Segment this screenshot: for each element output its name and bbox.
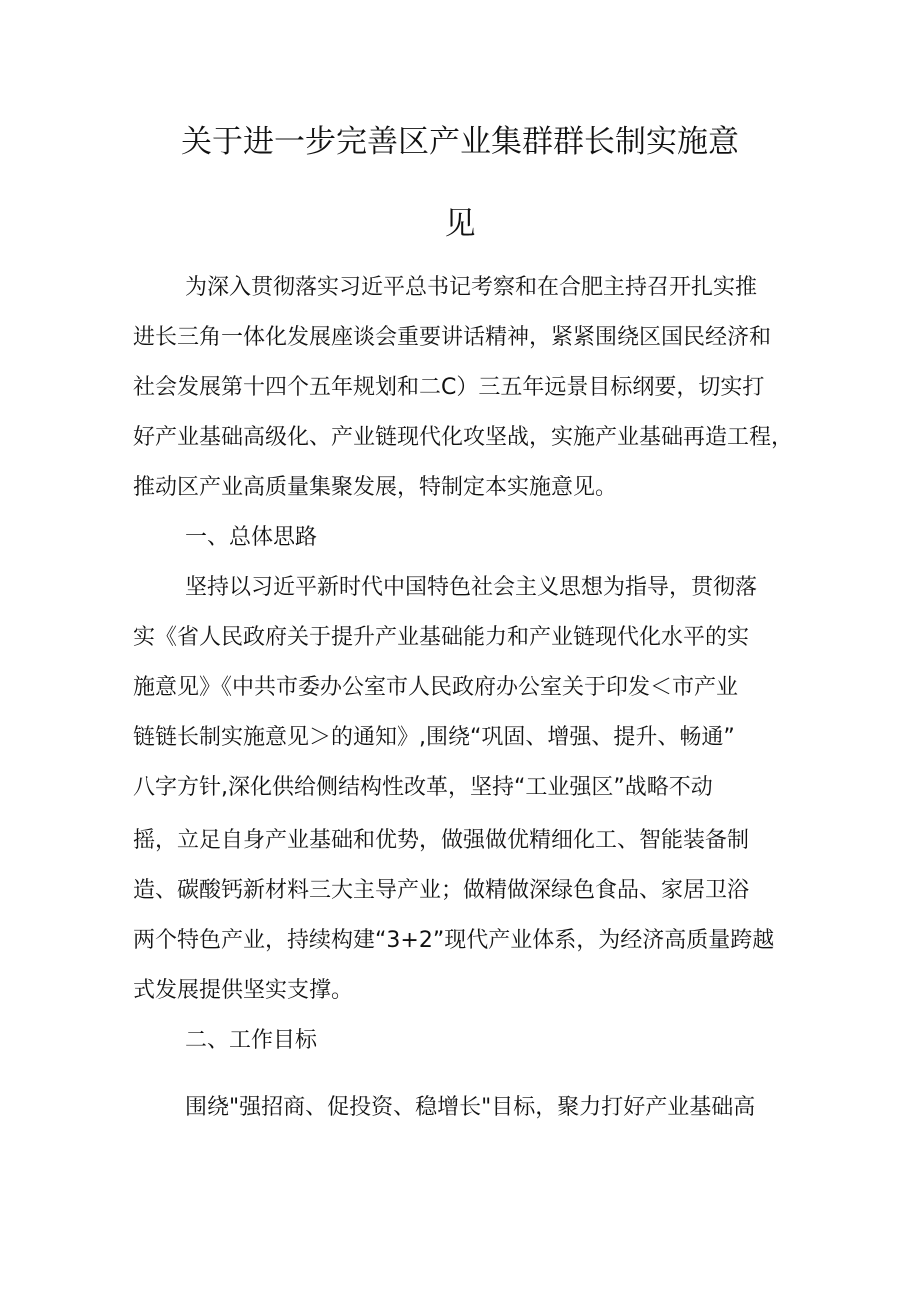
paragraph-2-line-9: 式发展提供坚实支撑。 <box>133 978 354 1003</box>
paragraph-2-line-8: 两个特色产业，持续构建“3+2”现代产业体系，为经济高质量跨越 <box>133 928 775 953</box>
section-heading-2: 二、工作目标 <box>185 1028 318 1053</box>
paragraph-2-line-2: 实《省人民政府关于提升产业基础能力和产业链现代化水平的实 <box>133 625 750 650</box>
paragraph-3-line-1: 围绕"强招商、促投资、稳增长"目标，聚力打好产业基础高 <box>185 1095 756 1120</box>
paragraph-1-line-5: 推动区产业高质量集聚发展，特制定本实施意见。 <box>133 475 618 500</box>
paragraph-2-line-3: 施意见》《中共市委办公室市人民政府办公室关于印发＜市产业 <box>133 675 739 700</box>
paragraph-2-line-7: 造、碳酸钙新材料三大主导产业；做精做深绿色食品、家居卫浴 <box>133 878 750 903</box>
document-title-line-1: 关于进一步完善区产业集群群长制实施意 <box>181 124 739 160</box>
paragraph-2-line-6: 摇，立足自身产业基础和优势，做强做优精细化工、智能装备制 <box>133 828 750 853</box>
paragraph-2-line-5: 八字方针,深化供给侧结构性改革，坚持“工业强区”战略不动 <box>133 775 713 800</box>
section-heading-1: 一、总体思路 <box>185 525 318 550</box>
paragraph-2-line-4: 链链长制实施意见＞的通知》,围绕“巩固、增强、提升、畅通” <box>133 725 735 750</box>
document-title-line-2: 见 <box>444 206 476 242</box>
paragraph-2-line-1: 坚持以习近平新时代中国特色社会主义思想为指导，贯彻落 <box>185 575 758 600</box>
paragraph-1-line-1: 为深入贯彻落实习近平总书记考察和在合肥主持召开扎实推 <box>185 275 758 300</box>
paragraph-1-line-3: 社会发展第十四个五年规划和二C）三五年远景目标纲要，切实打 <box>133 375 765 400</box>
paragraph-1-line-2: 进长三角一体化发展座谈会重要讲话精神，紧紧围绕区国民经济和 <box>133 325 772 350</box>
paragraph-1-line-4: 好产业基础高级化、产业链现代化攻坚战，实施产业基础再造工程， <box>133 425 794 450</box>
